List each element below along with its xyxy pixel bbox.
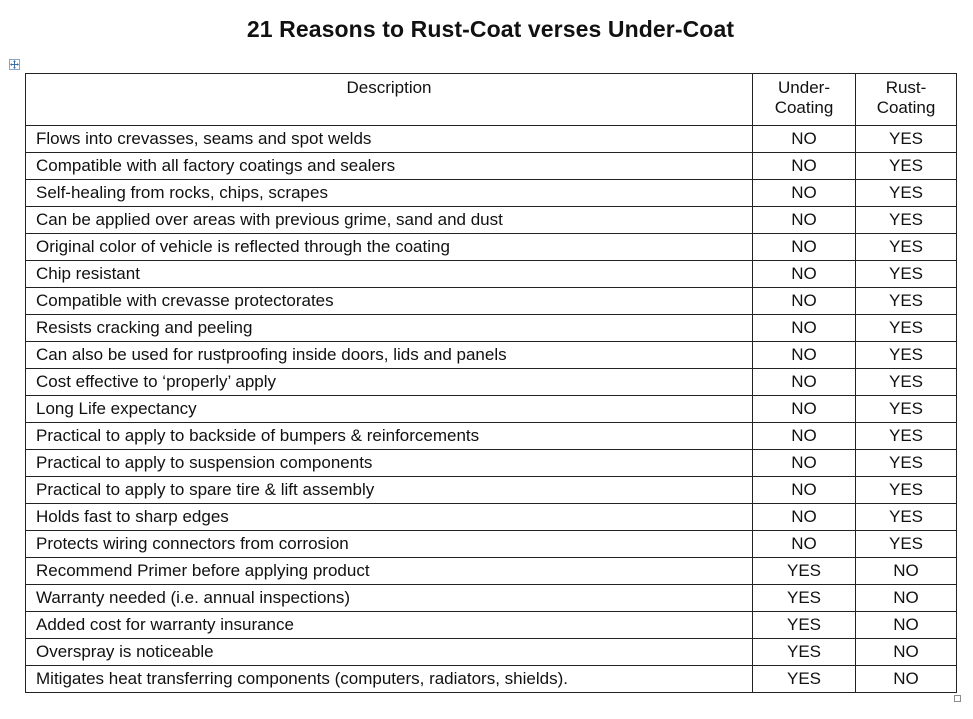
- table-row: [26, 153, 957, 180]
- row-rust-coating-value: YES: [856, 342, 957, 369]
- header-rust-coating: [856, 74, 957, 126]
- row-rust-coating-value: YES: [856, 369, 957, 396]
- header-under-coating-line2: Coating: [774, 97, 834, 117]
- row-description: Overspray is noticeable: [26, 639, 753, 666]
- table-header-row: [26, 74, 957, 126]
- row-under-coating-value: NO: [753, 342, 856, 369]
- row-rust-coating-value: YES: [856, 531, 957, 558]
- row-under-coating-value: NO: [753, 153, 856, 180]
- row-under-coating-value: YES: [753, 612, 856, 639]
- row-under-coating-value: NO: [753, 288, 856, 315]
- table-row: [26, 207, 957, 234]
- table-row: [26, 369, 957, 396]
- table-row: [26, 342, 957, 369]
- row-description: Protects wiring connectors from corrosion: [26, 531, 753, 558]
- row-description: Chip resistant: [26, 261, 753, 288]
- header-under-coating: [753, 74, 856, 126]
- row-description: Practical to apply to backside of bumpers & reinforcements: [26, 423, 753, 450]
- row-description: Can be applied over areas with previous grime, sand and dust: [26, 207, 753, 234]
- move-arrows-icon: [10, 60, 19, 69]
- table-row: [26, 180, 957, 207]
- row-description: Mitigates heat transferring components (computers, radiators, shields).: [26, 666, 753, 693]
- row-under-coating-value: NO: [753, 531, 856, 558]
- table-row: [26, 126, 957, 153]
- row-description: Original color of vehicle is reflected through the coating: [26, 234, 753, 261]
- row-description: Added cost for warranty insurance: [26, 612, 753, 639]
- table-resize-handle-icon[interactable]: [954, 695, 961, 702]
- table-move-handle-icon[interactable]: [9, 59, 20, 70]
- row-rust-coating-value: NO: [856, 612, 957, 639]
- row-under-coating-value: NO: [753, 477, 856, 504]
- row-description: Cost effective to ‘properly’ apply: [26, 369, 753, 396]
- row-under-coating-value: YES: [753, 666, 856, 693]
- row-rust-coating-value: YES: [856, 153, 957, 180]
- row-rust-coating-value: NO: [856, 558, 957, 585]
- row-description: Compatible with all factory coatings and sealers: [26, 153, 753, 180]
- row-under-coating-value: NO: [753, 423, 856, 450]
- table-row: [26, 423, 957, 450]
- row-rust-coating-value: YES: [856, 477, 957, 504]
- row-under-coating-value: NO: [753, 315, 856, 342]
- row-rust-coating-value: NO: [856, 585, 957, 612]
- row-description: Flows into crevasses, seams and spot welds: [26, 126, 753, 153]
- row-rust-coating-value: NO: [856, 666, 957, 693]
- table-row: [26, 531, 957, 558]
- row-description: Self-healing from rocks, chips, scrapes: [26, 180, 753, 207]
- row-under-coating-value: YES: [753, 639, 856, 666]
- table-row: [26, 558, 957, 585]
- row-description: Can also be used for rustproofing inside doors, lids and panels: [26, 342, 753, 369]
- row-description: Long Life expectancy: [26, 396, 753, 423]
- row-under-coating-value: NO: [753, 207, 856, 234]
- table-row: [26, 504, 957, 531]
- row-rust-coating-value: YES: [856, 288, 957, 315]
- header-under-coating-line1: Under-: [778, 78, 830, 97]
- row-description: Practical to apply to spare tire & lift assembly: [26, 477, 753, 504]
- row-description: Compatible with crevasse protectorates: [26, 288, 753, 315]
- row-rust-coating-value: YES: [856, 234, 957, 261]
- row-description: Practical to apply to suspension components: [26, 450, 753, 477]
- table-row: [26, 585, 957, 612]
- row-rust-coating-value: YES: [856, 315, 957, 342]
- header-rust-coating-line2: Coating: [876, 97, 936, 117]
- row-under-coating-value: NO: [753, 234, 856, 261]
- row-rust-coating-value: NO: [856, 639, 957, 666]
- table-row: [26, 261, 957, 288]
- row-under-coating-value: NO: [753, 396, 856, 423]
- row-under-coating-value: YES: [753, 558, 856, 585]
- reasons-table: [25, 73, 957, 693]
- table-row: [26, 666, 957, 693]
- table-row: [26, 639, 957, 666]
- row-description: Warranty needed (i.e. annual inspections): [26, 585, 753, 612]
- row-rust-coating-value: YES: [856, 423, 957, 450]
- row-under-coating-value: NO: [753, 126, 856, 153]
- row-rust-coating-value: YES: [856, 261, 957, 288]
- table-row: [26, 288, 957, 315]
- row-under-coating-value: NO: [753, 261, 856, 288]
- header-description: Description: [26, 74, 753, 126]
- document-title: 21 Reasons to Rust-Coat verses Under-Coat: [246, 16, 735, 42]
- row-under-coating-value: NO: [753, 180, 856, 207]
- table-row: [26, 612, 957, 639]
- table-row: [26, 396, 957, 423]
- row-description: Holds fast to sharp edges: [26, 504, 753, 531]
- header-rust-coating-line1: Rust-: [885, 78, 927, 97]
- table-row: [26, 315, 957, 342]
- row-rust-coating-value: YES: [856, 504, 957, 531]
- row-description: Resists cracking and peeling: [26, 315, 753, 342]
- row-rust-coating-value: YES: [856, 180, 957, 207]
- row-description: Recommend Primer before applying product: [26, 558, 753, 585]
- row-under-coating-value: NO: [753, 504, 856, 531]
- row-under-coating-value: NO: [753, 369, 856, 396]
- row-rust-coating-value: YES: [856, 126, 957, 153]
- row-under-coating-value: NO: [753, 450, 856, 477]
- row-rust-coating-value: YES: [856, 207, 957, 234]
- row-rust-coating-value: YES: [856, 450, 957, 477]
- table-row: [26, 450, 957, 477]
- row-under-coating-value: YES: [753, 585, 856, 612]
- row-rust-coating-value: YES: [856, 396, 957, 423]
- table-row: [26, 234, 957, 261]
- table-row: [26, 477, 957, 504]
